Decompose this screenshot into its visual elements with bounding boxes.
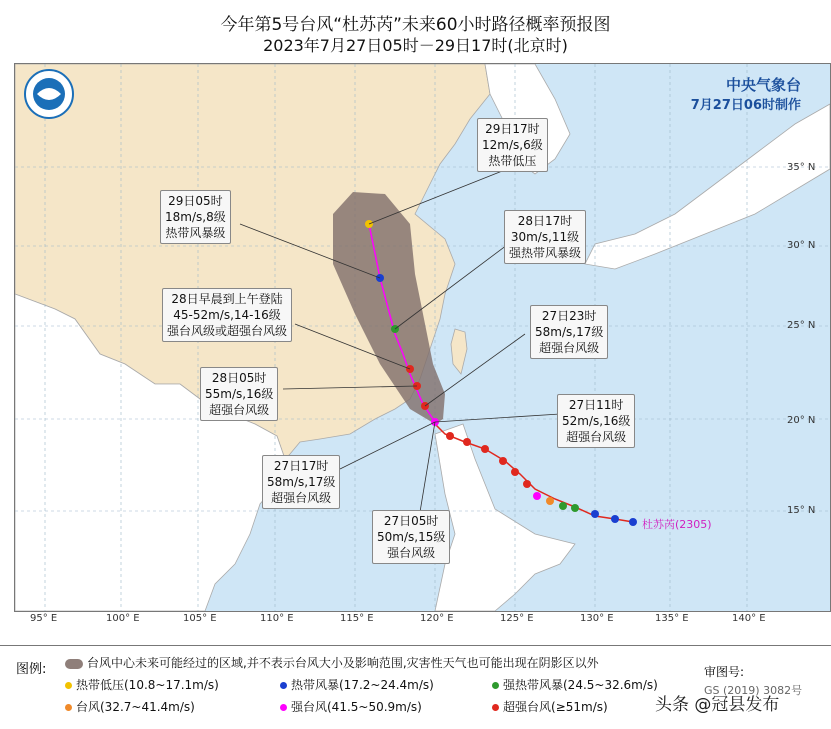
philippines-landmass <box>435 424 575 611</box>
lat-label: 35° N <box>787 162 816 173</box>
legend-item: 热带低压(10.8~17.1m/s) <box>65 676 219 693</box>
taiwan-island <box>451 329 467 374</box>
legend-item: 超强台风(≥51m/s) <box>492 698 608 715</box>
cma-logo-icon <box>25 70 73 118</box>
legend-item: 台风(32.7~41.4m/s) <box>65 698 195 715</box>
lat-label: 15° N <box>787 505 816 516</box>
map-subtitle: 2023年7月27日05时－29日17时(北京时) <box>263 36 568 55</box>
forecast-label-box: 27日23时 58m/s,17级 超强台风级 <box>530 305 608 359</box>
forecast-label-box: 29日05时 18m/s,8级 热带风暴级 <box>160 190 231 244</box>
cone-swatch-icon <box>65 659 83 669</box>
track-point <box>559 502 567 510</box>
legend-item: 强热带风暴(24.5~32.6m/s) <box>492 676 658 693</box>
map-title: 今年第5号台风“杜苏芮”未来60小时路径概率预报图 <box>220 15 611 35</box>
lon-label: 120° E <box>420 613 454 624</box>
lon-label: 110° E <box>260 613 294 624</box>
legend-item: 强台风(41.5~50.9m/s) <box>280 698 422 715</box>
track-point <box>463 438 471 446</box>
lon-label: 135° E <box>655 613 689 624</box>
watermark: 头条 @冠县发布 <box>655 695 780 715</box>
track-point <box>523 480 531 488</box>
track-point <box>481 445 489 453</box>
forecast-label-box: 28日早晨到上午登陆 45-52m/s,14-16级 强台风级或超强台风级 <box>162 288 292 342</box>
track-point <box>546 497 554 505</box>
track-point <box>511 468 519 476</box>
forecast-label-box: 28日05时 55m/s,16级 超强台风级 <box>200 367 278 421</box>
forecast-label-box: 27日11时 52m/s,16级 超强台风级 <box>557 394 635 448</box>
storm-name-label: 杜苏芮(2305) <box>642 518 712 531</box>
lon-label: 130° E <box>580 613 614 624</box>
lon-label: 140° E <box>732 613 766 624</box>
track-point <box>591 510 599 518</box>
dot-icon <box>280 682 287 689</box>
track-point <box>629 518 637 526</box>
org-name: 中央气象台 <box>725 76 801 94</box>
track-point <box>446 432 454 440</box>
dot-icon <box>492 682 499 689</box>
legend-title: 图例: <box>16 662 47 677</box>
legend-cone: 台风中心未来可能经过的区域,并不表示台风大小及影响范围,灾害性天气也可能出现在阴影区以外 <box>65 654 599 671</box>
forecast-label-box: 29日17时 12m/s,6级 热带低压 <box>477 118 548 172</box>
approval-number: GS (2019) 3082号 <box>704 684 803 697</box>
dot-icon <box>492 704 499 711</box>
track-point <box>499 457 507 465</box>
legend-item: 热带风暴(17.2~24.4m/s) <box>280 676 434 693</box>
lon-label: 115° E <box>340 613 374 624</box>
dot-icon <box>280 704 287 711</box>
lat-label: 25° N <box>787 320 816 331</box>
lon-label: 100° E <box>106 613 140 624</box>
lat-label: 20° N <box>787 415 816 426</box>
lon-label: 105° E <box>183 613 217 624</box>
approval-label: 审图号: <box>704 665 745 679</box>
lon-label: 125° E <box>500 613 534 624</box>
forecast-label-box: 27日17时 58m/s,17级 超强台风级 <box>262 455 340 509</box>
dot-icon <box>65 704 72 711</box>
track-point <box>533 492 541 500</box>
lon-label: 95° E <box>30 613 58 624</box>
track-point <box>571 504 579 512</box>
forecast-label-box: 28日17时 30m/s,11级 强热带风暴级 <box>504 210 586 264</box>
forecast-label-box: 27日05时 50m/s,15级 强台风级 <box>372 510 450 564</box>
dot-icon <box>65 682 72 689</box>
issue-time: 7月27日06时制作 <box>690 98 801 113</box>
track-point <box>611 515 619 523</box>
lat-label: 30° N <box>787 240 816 251</box>
